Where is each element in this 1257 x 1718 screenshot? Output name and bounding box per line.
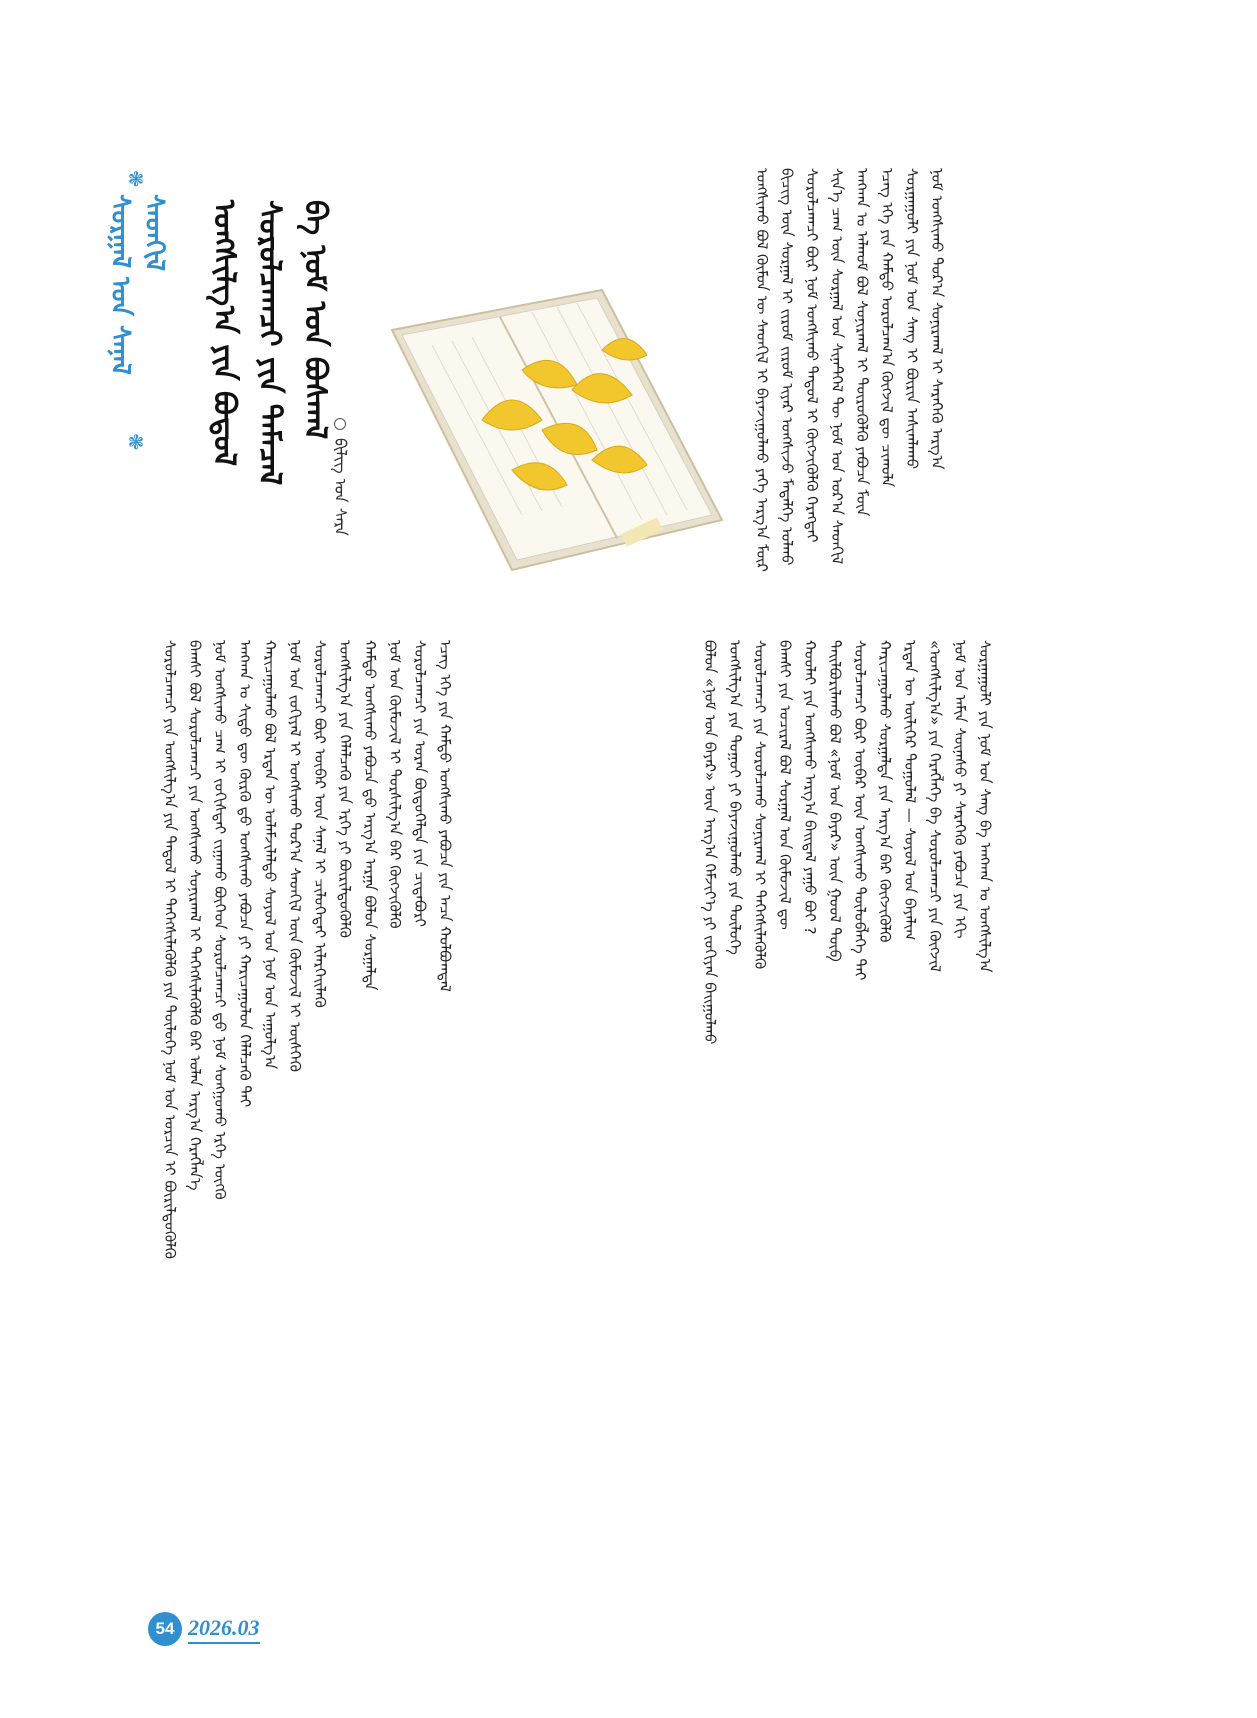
- text-column: ᠬᠠᠷᠢᠴᠠᠭᠤᠯᠬᠤ ᠰᠤᠷᠭᠠᠯᠲᠠ ᠶᠢᠨ ᠠᠷᠭ᠎ᠠ ᠪᠡᠷ ᠬᠥᠭᠵᠢᠭᠦᠯᠬᠦ: [876, 640, 894, 943]
- author-name: ᠪᠢᠯᠢᠭ ᠤᠨ ᠰᠠᠷᠠ: [331, 438, 350, 536]
- text-column: ᠬᠤᠤᠯᠠᠢ ᠶᠢᠨ ᠤᠩᠱᠢᠬᠤ ᠠᠷᠭ᠎ᠠ ᠪᠠᠢᠳᠠᠯ ᠶᠠᠭᠤ ᠪᠤᠢ ?: [801, 640, 819, 935]
- text-column: ᠡᠴᠡᠭ ᠡᠬᠡ ᠶᠢᠨ ᠬᠠᠮᠲᠤ ᠤᠩᠱᠢᠬᠤ ᠶᠠᠪᠤᠴᠠ ᠶᠢᠨ ᠠᠴᠠ ᠬᠣᠯᠪᠣᠭᠳᠠᠯ: [436, 640, 454, 992]
- text-column: ᠬᠠᠷᠢᠴᠠᠭᠤᠯᠬᠤ ᠪᠣᠯ ᠡᠷᠲᠡᠨ ᠦ ᠤᠯᠠᠮᠵᠢᠯᠠᠯᠲᠤ ᠰᠣᠶᠣᠯ ᠤᠨ ᠨᠣᠮ ᠤᠨ ᠠᠭᠤᠯᠭ᠎ᠠ: [261, 640, 279, 1070]
- text-column: ᠪᠠᠭᠰᠢ ᠪᠣᠯ ᠰᠤᠷᠤᠯᠴᠠᠭᠴᠢ ᠶᠢᠨ ᠤᠩᠱᠢᠬᠤ ᠰᠣᠨᠢᠷᠬᠠᠯ ᠢ ᠳᠡᠭᠡᠭᠰᠢᠯᠡᠭᠦᠯᠬᠦ ᠪᠡᠷ ᠣᠯᠠᠨ ᠠᠷᠭ᠎ᠠ ᠬᠡᠷᠡᠭᠯᠡᠨ᠎ᠡ: [186, 640, 204, 1191]
- page-footer: [148, 1612, 260, 1646]
- text-column: ᠨᠣᠮ ᠤᠩᠱᠢᠬᠤ ᠳᠤᠷ᠎ᠠ ᠰᠣᠨᠢᠷᠬᠠᠯ ᠢ ᠰᠡᠷᠡᠭᠡᠬᠦ ᠠᠷᠭ᠎ᠠ: [928, 168, 946, 470]
- text-column: ᠨᠣᠮ ᠤᠨ ᠠᠮᠢᠨ ᠰᠦᠨᠡᠰᠦ ᠶᠢ ᠰᠡᠷᠡᠭᠡᠬᠦ ᠶᠠᠪᠤᠴᠠ ᠶᠢᠨ ᠡᠬᠢ: [951, 640, 969, 939]
- title-line: ᠰᠤᠷᠤᠯᠴᠠᠭᠴᠢ ᠶᠢᠨ ᠲᠡᠮᠡᠴᠡᠯ: [252, 200, 287, 486]
- text-column: ᠰᠤᠷᠭᠠᠭᠤᠯᠢ ᠶᠢᠨ ᠨᠣᠮ ᠤᠨ ᠰᠠᠩ ᠢ ᠪᠦᠷᠢᠨ ᠠᠰᠢᠭᠯᠠᠬᠤ: [903, 168, 921, 470]
- text-column: ᠡᠴᠡᠭ ᠡᠬᠡ ᠶᠢᠨ ᠬᠠᠮᠲᠤ ᠣᠷᠣᠯᠴᠠᠭ᠎ᠠ ᠬᠥᠭᠵᠢᠯ ᠳᠦ ᠴᠢᠬᠤᠯᠠ: [878, 168, 896, 488]
- text-column: ᠪᠣᠯᠤᠨ «ᠨᠣᠮ ᠤᠨ ᠪᠠᠶᠠᠷ» ᠦᠨ ᠠᠷᠭ᠎ᠠ ᠬᠡᠮᠵᠢᠶ᠎ᠡ ᠶᠢ ᠵᠣᠬᠢᠶᠠᠨ ᠪᠠᠢᠭᠤᠯᠬᠤ: [701, 640, 719, 1045]
- page-number: 54: [148, 1612, 182, 1646]
- text-column: ᠪᠢᠴᠢᠭ ᠦᠨ ᠰᠤᠷᠭᠠᠯ ᠢ ᠵᠢᠷᠦᠮ ᠵᠢᠷᠦᠮ ᠢᠶᠡᠷ ᠤᠩᠱᠢᠵᠤ ᠮᠡᠳᠡᠯᠭᠡ ᠣᠯᠬᠤ: [778, 168, 796, 566]
- text-block-middle: [160, 640, 454, 1700]
- text-column: ᠠᠩᠬᠠᠨ ᠤ ᠠᠯᠬᠤᠮ ᠪᠣᠯ ᠰᠣᠨᠢᠷᠬᠠᠯ ᠢ ᠲᠥᠷᠦᠭᠦᠯᠬᠦ ᠶᠠᠪᠤᠴᠠ ᠮᠥᠨ: [853, 168, 871, 517]
- text-column: ᠰᠤᠷᠭᠠᠭᠤᠯᠢ ᠶᠢᠨ ᠨᠣᠮ ᠤᠨ ᠰᠠᠩ ᠪᠠ ᠠᠩᠬᠠᠨ ᠤ ᠤᠩᠱᠢᠯᠭ᠎ᠠ: [976, 640, 994, 973]
- text-column: ᠰᠤᠷᠤᠯᠴᠠᠭᠴᠢ ᠪᠦᠷ ᠥᠪᠡᠷ ᠦᠨ ᠤᠩᠱᠢᠬᠤ ᠲᠥᠯᠥᠪᠯᠡᠭᠡ ᠲᠠᠢ: [851, 640, 869, 981]
- text-column: ᠠᠩᠬᠠᠨ ᠤ ᠰᠢᠲᠦ ᠳᠦ ᠬᠦᠷᠬᠦ ᠳ᠋ᠤ ᠤᠩᠱᠢᠬᠤ ᠶᠠᠪᠤᠴᠠ ᠶᠢ ᠬᠠᠷᠢᠴᠠᠭᠤᠯᠤᠨ ᠬᠡᠯᠡᠯᠴᠡᠬᠦ ᠲᠠᠢ: [236, 640, 254, 1108]
- text-column: ᠰᠤᠷᠤᠯᠴᠠᠭᠴᠢ ᠪᠦᠷ ᠨᠣᠮ ᠤᠩᠱᠢᠬᠤ ᠳᠠᠳᠣᠯ ᠢ ᠬᠥᠭᠵᠢᠭᠦᠯᠬᠦ ᠬᠡᠷᠡᠭᠲᠡᠢ: [803, 168, 821, 543]
- section-header: [105, 167, 169, 454]
- issue-date: 2026.03: [188, 1615, 260, 1644]
- text-column: ᠬᠠᠮᠲᠤ ᠤᠩᠱᠢᠬᠤ ᠶᠠᠪᠤᠴᠠ ᠳ᠋ᠤ ᠠᠷᠭ᠎ᠠ ᠠᠷᠭᠠ ᠪᠣᠯᠤᠨ ᠰᠤᠷᠭᠠᠯᠲᠠ: [361, 640, 379, 991]
- author-byline: [326, 418, 354, 568]
- text-block-right: [700, 640, 994, 1700]
- text-block-top: [752, 168, 946, 608]
- text-column: ᠤᠩᠱᠢᠯᠭ᠎ᠠ ᠶᠢᠨ ᠬᠡᠯᠡᠯᠴᠡᠬᠦ ᠶᠢᠨ ᠡᠷᠬᠡ ᠶᠢ ᠪᠦᠷᠢᠯᠳᠦᠭᠦᠯᠬᠦ: [336, 640, 354, 938]
- cloud-ornament-icon: ❃: [127, 167, 145, 191]
- text-column: ᠨᠣᠮ ᠤᠩᠱᠢᠬᠤ ᠴᠠᠭ ᠢ ᠵᠣᠬᠢᠰᠲᠠᠢ ᠵᠢᠭᠠᠬᠤ ᠪᠥᠭᠡᠳ ᠰᠤᠷᠤᠯᠴᠠᠭᠴᠢ ᠳ᠋ᠤ ᠨᠣᠮ ᠰᠣᠩᠭᠣᠬᠤ ᠡᠷᠬᠡ ᠥᠭᠬᠦ: [211, 640, 229, 1200]
- text-column: ᠨᠣᠮ ᠤᠨ ᠬᠦᠮᠦᠵᠢᠯ ᠢ ᠲᠤᠷᠰᠢᠯᠭ᠎ᠠ ᠪᠡᠷ ᠬᠥᠭᠵᠢᠭᠦᠯᠬᠦ: [386, 640, 404, 929]
- cloud-ornament-icon: ❃: [127, 430, 145, 454]
- text-column: ᠰᠤᠷᠤᠯᠴᠠᠭᠴᠢ ᠶᠢᠨ ᠤᠷᠠᠨ ᠪᠦᠲᠦᠭᠡᠯᠲᠡ ᠶᠢᠨ ᠴᠢᠳᠠᠪᠤᠷᠢ: [411, 640, 429, 927]
- open-book-icon: [372, 270, 772, 600]
- author-marker-icon: [334, 418, 346, 430]
- text-column: ᠤᠩᠱᠢᠬᠤ ᠪᠣᠯ ᠬᠦᠮᠦᠨ ᠦ ᠰᠡᠳᠬᠢᠯ ᠢ ᠪᠠᠶᠠᠵᠢᠭᠤᠯᠬᠤ ᠶᠡᠬᠡ ᠠᠷᠭ᠎ᠠ ᠮᠦᠷ: [753, 168, 771, 572]
- text-column: ᠰᠤᠷᠤᠯᠴᠠᠭᠴᠢ ᠪᠦᠷ ᠥᠪᠡᠷ ᠦᠨ ᠰᠠᠨᠠᠯ ᠢ ᠴᠢᠯᠦᠭᠡᠲᠡᠢ ᠢᠯᠡᠷᠬᠡᠢᠯᠡᠬᠦ: [311, 640, 329, 1008]
- text-column: ᠲᠠᠢᠯᠪᠤᠷᠢᠯᠠᠬᠤ ᠪᠣᠯ «ᠨᠣᠮ ᠤᠨ ᠪᠠᠶᠠᠷ» ᠦᠨ ᠭᠤᠤᠯ ᠲᠥᠪ: [826, 640, 844, 962]
- section-label: ᠰᠤᠷᠭᠠᠯ ᠤᠨ ᠰᠠᠨᠠᠯ ᠰᠡᠳᠬᠢᠯ: [105, 194, 169, 375]
- text-column: «ᠤᠩᠱᠢᠯᠭ᠎ᠠ» ᠶᠢᠨ ᠬᠡᠷᠡᠭᠯᠡᠭᠡ ᠪᠠ ᠰᠤᠷᠤᠯᠴᠠᠭᠴᠢ ᠶᠢᠨ ᠬᠥᠭᠵᠢᠯ: [926, 640, 944, 972]
- text-column: ᠡᠷᠲᠡᠨ ᠦ ᠦᠯᠢᠭᠡᠷ ᠳᠤᠭᠤᠯᠠᠯ — ᠰᠣᠶᠣᠯ ᠤᠨ ᠪᠠᠶᠠᠯᠢᠭ: [901, 640, 919, 941]
- text-column: ᠨᠣᠮ ᠤᠨ ᠵᠣᠬᠢᠶᠠᠯ ᠢ ᠤᠩᠱᠢᠬᠤ ᠳᠤᠷ᠎ᠠ ᠰᠡᠳᠬᠢᠯ ᠦᠨ ᠬᠦᠮᠦᠵᠢᠯ ᠢ ᠥᠰᠬᠡᠬᠦ: [286, 640, 304, 1072]
- text-column: ᠪᠠᠭᠰᠢ ᠶᠢᠨ ᠤᠴᠢᠷᠠᠯ ᠪᠣᠯ ᠰᠤᠷᠭᠠᠯ ᠤᠨ ᠬᠦᠮᠦᠵᠢᠯ ᠳᠦ: [776, 640, 794, 930]
- book-illustration: [372, 270, 772, 600]
- text-column: ᠰᠤᠷᠤᠯᠴᠠᠭᠴᠢ ᠶᠢᠨ ᠤᠩᠱᠢᠯᠭ᠎ᠠ ᠶᠢᠨ ᠳᠠᠳᠣᠯ ᠢ ᠳᠡᠭᠡᠭᠰᠢᠯᠡᠭᠦᠯᠬᠦ ᠶᠢᠨ ᠲᠥᠯᠦᠭᠡ ᠨᠣᠮ ᠤᠨ ᠣᠷᠴᠢᠨ ᠢ ᠪᠦᠷᠢᠯᠳᠦᠭᠦᠯᠬᠦ: [161, 640, 179, 1259]
- title-line: ᠤᠩᠱᠢᠯᠭ᠎ᠠ ᠶᠢᠨ ᠪᠣᠳᠣᠯ: [206, 200, 242, 467]
- text-column: ᠰᠢᠨ᠎ᠡ ᠴᠠᠭ ᠦᠨ ᠰᠤᠷᠭᠠᠯ ᠤᠨ ᠰᠢᠨᠡᠲᠭᠡᠯ ᠲᠦ ᠨᠣᠮ ᠤᠨ ᠤᠷ᠎ᠠ ᠰᠡᠳᠭᠢᠯ: [828, 168, 846, 565]
- title-line: ᠪᠠ ᠨᠣᠮ ᠤᠨ ᠪᠣᠰᠬᠠᠯ: [297, 200, 333, 440]
- article-title: [205, 200, 334, 560]
- text-column: ᠰᠤᠷᠤᠯᠴᠠᠭᠴᠢ ᠶᠢᠨ ᠰᠤᠷᠤᠯᠴᠠᠬᠤ ᠰᠣᠨᠢᠷᠬᠠᠯ ᠢ ᠳᠡᠭᠡᠭᠰᠢᠯᠡᠭᠦᠯᠬᠦ: [751, 640, 769, 970]
- text-column: ᠤᠩᠱᠢᠯᠭ᠎ᠠ ᠶᠢᠨ ᠳᠤᠭᠤᠢ ᠶᠢ ᠪᠠᠶᠠᠵᠢᠭᠤᠯᠬᠤ ᠶᠢᠨ ᠲᠥᠯᠦᠭᠡ: [726, 640, 744, 955]
